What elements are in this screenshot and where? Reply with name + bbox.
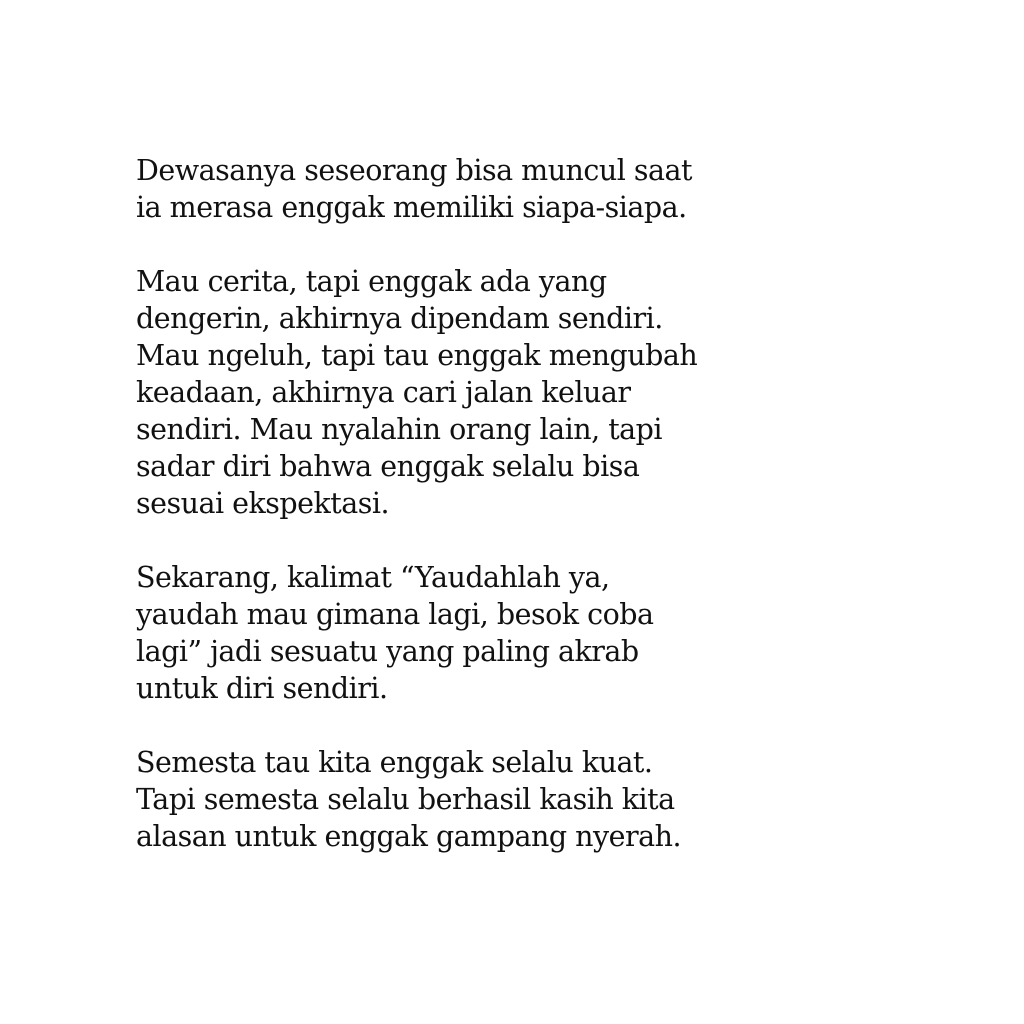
poem-line: Mau ngeluh, tapi tau enggak mengubah bbox=[136, 339, 698, 372]
poem-line: alasan untuk enggak gampang nyerah. bbox=[136, 820, 682, 853]
stanza-1 bbox=[136, 152, 976, 226]
poem-line: Dewasanya seseorang bisa muncul saat bbox=[136, 154, 692, 187]
poem-line: sendiri. Mau nyalahin orang lain, tapi bbox=[136, 413, 663, 446]
poem-line: yaudah mau gimana lagi, besok coba bbox=[136, 598, 654, 631]
poem-line: lagi” jadi sesuatu yang paling akrab bbox=[136, 635, 639, 668]
stanza-4 bbox=[136, 744, 976, 855]
poem-line: sadar diri bahwa enggak selalu bisa bbox=[136, 450, 640, 483]
poem-line: Semesta tau kita enggak selalu kuat. bbox=[136, 746, 653, 779]
poem-text bbox=[136, 152, 976, 855]
stanza-2 bbox=[136, 263, 976, 522]
poem-line: untuk diri sendiri. bbox=[136, 672, 388, 705]
poem-line: dengerin, akhirnya dipendam sendiri. bbox=[136, 302, 663, 335]
poem-line: keadaan, akhirnya cari jalan keluar bbox=[136, 376, 631, 409]
poem-line: ia merasa enggak memiliki siapa-siapa. bbox=[136, 191, 687, 224]
poem-line: Tapi semesta selalu berhasil kasih kita bbox=[136, 783, 675, 816]
poem-line: sesuai ekspektasi. bbox=[136, 487, 390, 520]
poem-line: Sekarang, kalimat “Yaudahlah ya, bbox=[136, 561, 610, 594]
poem-line: Mau cerita, tapi enggak ada yang bbox=[136, 265, 607, 298]
stanza-3 bbox=[136, 559, 976, 707]
